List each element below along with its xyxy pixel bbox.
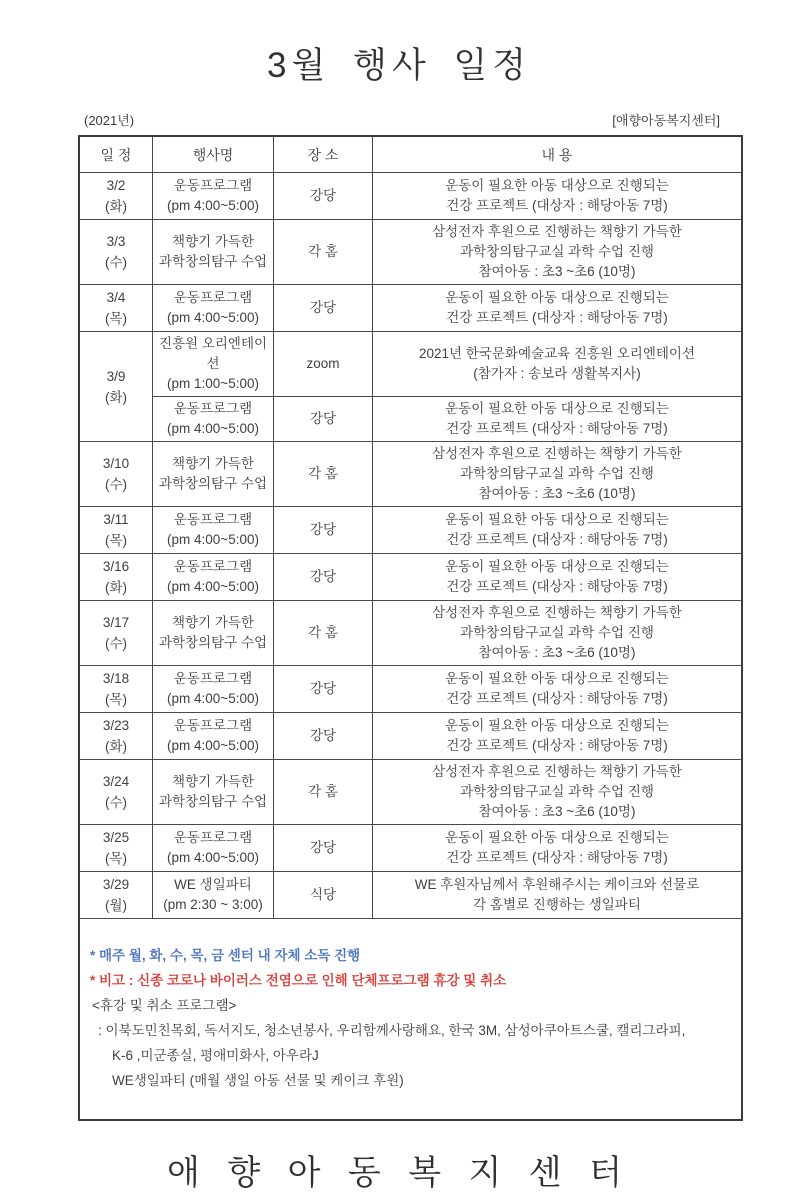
content-cell [373,173,743,220]
content-line: 운동이 필요한 아동 대상으로 진행되는 [445,512,669,527]
event-name-line: (pm 4:00~5:00) [167,198,259,213]
content-line: 삼성전자 후원으로 진행하는 책향기 가득한 [432,605,682,620]
content-line: 참여아동 : 초3 ~초6 (10명) [478,804,636,819]
event-name-line: (pm 4:00~5:00) [167,421,259,436]
date-line: 3/10 [102,456,130,471]
content-cell [373,825,743,872]
date-cell [79,601,153,666]
note-cancelled-line: WE생일파티 (매월 생일 아동 선물 및 케이크 후원) [112,1073,404,1088]
event-name-line: 운동프로그램 [173,671,253,686]
event-name-cell [153,825,274,872]
schedule-row [79,173,742,220]
event-name-line: 운동프로그램 [173,178,253,193]
place-value: 강당 [309,840,337,855]
content-cell [373,554,743,601]
content-cell [373,713,743,760]
place-value: 강당 [309,188,337,203]
content-line: 운동이 필요한 아동 대상으로 진행되는 [445,290,669,305]
place-value: 각 홈 [308,784,338,799]
event-name-line: WE 생일파티 [174,877,252,892]
content-line: 운동이 필요한 아동 대상으로 진행되는 [445,718,669,733]
table-body [79,173,742,919]
schedule-row [79,872,742,919]
place-cell [274,666,373,713]
event-name-line: (pm 4:00~5:00) [167,691,259,706]
date-line: 3/29 [102,877,130,892]
event-name-line: 운동프로그램 [173,718,253,733]
content-cell [373,760,743,825]
event-name-cell [153,760,274,825]
date-cell [79,442,153,507]
content-line: (참가자 : 송보라 생활복지사) [473,366,641,381]
date-line: (화) [104,389,128,405]
event-name-line: (pm 4:00~5:00) [167,850,259,865]
place-value: 각 홈 [308,466,338,481]
header-place: 장 소 [274,136,373,173]
content-cell [373,507,743,554]
event-name-line: 책향기 가득한 [172,615,254,630]
schedule-row [79,760,742,825]
content-line: 건강 프로젝트 (대상자 : 해당아동 7명) [446,532,668,547]
content-line: 건강 프로젝트 (대상자 : 해당아동 7명) [446,310,668,325]
place-cell [274,825,373,872]
schedule-row [79,442,742,507]
year-label: (2021년) [84,113,135,128]
note-covid-notice: * 비고 : 신종 코로나 바이러스 전염으로 인해 단체프로그램 휴강 및 취소 [90,973,507,988]
date-line: 3/16 [102,559,130,574]
place-cell [274,760,373,825]
page-title: 3월 행사 일정 [267,46,531,85]
event-name-line: 책향기 가득한 [172,234,254,249]
subheader [78,110,720,129]
event-name-line: (pm 1:00~5:00) [167,376,259,391]
content-cell [373,601,743,666]
content-line: 2021년 한국문화예술교육 진흥원 오리엔테이션 [418,346,696,361]
place-value: 강당 [309,411,337,426]
event-name-line: (pm 4:00~5:00) [167,310,259,325]
event-name-line: 운동프로그램 [173,559,253,574]
header-content: 내 용 [373,136,743,173]
event-name-cell [153,332,274,397]
note-cancelled-line: : 이북도민친목회, 독서지도, 청소년봉사, 우리함께사랑해요, 한국 3M, 삼성아쿠아트스쿨, 캘리그라피, [98,1023,686,1038]
date-cell [79,713,153,760]
event-name-cell [153,442,274,507]
schedule-row [79,397,742,442]
event-name-line: 진흥원 오리엔테이션 [158,336,268,371]
event-name-cell [153,666,274,713]
event-name-line: 과학창의탐구 수업 [158,476,268,491]
note-cancelled-line: K-6 ,미군종실, 평애미화사, 아우라J [112,1048,319,1063]
date-cell [79,554,153,601]
content-line: 운동이 필요한 아동 대상으로 진행되는 [445,559,669,574]
content-line: 운동이 필요한 아동 대상으로 진행되는 [445,671,669,686]
org-label: [애향아동복지센터] [612,113,720,128]
content-cell [373,285,743,332]
event-name-line: (pm 4:00~5:00) [167,738,259,753]
date-cell [79,285,153,332]
content-line: 건강 프로젝트 (대상자 : 해당아동 7명) [446,850,668,865]
place-cell [274,507,373,554]
event-name-cell [153,397,274,442]
place-value: zoom [306,356,340,371]
place-cell [274,442,373,507]
event-name-line: 과학창의탐구 수업 [158,254,268,269]
date-line: (월) [104,898,128,913]
date-line: (화) [104,580,128,595]
notes-row [79,919,742,1121]
place-value: 강당 [309,681,337,696]
content-cell [373,332,743,397]
place-value: 강당 [309,728,337,743]
event-name-line: 책향기 가득한 [172,456,254,471]
event-name-cell [153,713,274,760]
event-name-line: 과학창의탐구 수업 [158,794,268,809]
content-line: 건강 프로젝트 (대상자 : 해당아동 7명) [446,421,668,436]
content-line: 참여아동 : 초3 ~초6 (10명) [478,264,636,279]
content-line: 삼성전자 후원으로 진행하는 책향기 가득한 [432,764,682,779]
content-line: 과학창의탐구교실 과학 수업 진행 [460,466,654,481]
date-line: 3/17 [102,615,130,630]
event-name-line: 운동프로그램 [173,512,253,527]
content-line: 건강 프로젝트 (대상자 : 해당아동 7명) [446,579,668,594]
date-cell [79,825,153,872]
content-line: 건강 프로젝트 (대상자 : 해당아동 7명) [446,691,668,706]
content-line: 과학창의탐구교실 과학 수업 진행 [460,244,654,259]
content-cell [373,220,743,285]
notes-cell [79,919,742,1121]
content-cell [373,397,743,442]
event-name-line: 책향기 가득한 [172,774,254,789]
date-cell [79,332,153,442]
place-value: 강당 [309,522,337,537]
event-name-cell [153,601,274,666]
place-cell [274,285,373,332]
event-name-cell [153,507,274,554]
place-value: 식당 [309,887,337,902]
place-cell [274,397,373,442]
date-line: (수) [104,795,128,810]
event-name-cell [153,173,274,220]
schedule-table [78,135,743,1121]
content-line: 각 홈별로 진행하는 생일파티 [473,897,641,912]
content-line: WE 후원자님께서 후원해주시는 케이크와 선물로 [414,877,700,892]
footer-org-name: 애 향 아 동 복 지 센 터 [167,1154,631,1192]
date-line: 3/24 [102,774,130,789]
date-line: 3/25 [102,830,130,845]
date-line: (수) [104,477,128,492]
schedule-row [79,554,742,601]
date-line: (목) [104,851,128,866]
date-line: (목) [104,533,128,548]
header-date: 일 정 [79,136,153,173]
event-name-line: 운동프로그램 [173,401,253,416]
date-line: 3/2 [106,178,126,193]
schedule-row [79,285,742,332]
table-header [79,136,742,173]
date-line: (화) [104,199,128,214]
content-line: 운동이 필요한 아동 대상으로 진행되는 [445,830,669,845]
content-cell [373,872,743,919]
notes-section [79,919,742,1121]
content-cell [373,666,743,713]
note-cancelled-heading: <휴강 및 취소 프로그램> [92,998,237,1013]
content-cell [373,442,743,507]
place-value: 각 홈 [308,625,338,640]
event-name-cell [153,554,274,601]
date-cell [79,507,153,554]
event-name-line: 운동프로그램 [173,830,253,845]
place-cell [274,554,373,601]
date-line: 3/11 [103,512,129,527]
place-cell [274,601,373,666]
place-value: 강당 [309,569,337,584]
content-line: 운동이 필요한 아동 대상으로 진행되는 [445,401,669,416]
event-name-cell [153,285,274,332]
date-line: 3/4 [106,290,126,305]
place-cell [274,220,373,285]
note-weekly-disinfection: * 매주 월, 화, 수, 목, 금 센터 내 자체 소독 진행 [90,948,361,963]
content-line: 삼성전자 후원으로 진행하는 책향기 가득한 [432,446,682,461]
date-cell [79,872,153,919]
place-cell [274,173,373,220]
place-cell [274,872,373,919]
content-line: 건강 프로젝트 (대상자 : 해당아동 7명) [446,198,668,213]
schedule-row [79,332,742,397]
schedule-row [79,601,742,666]
place-value: 각 홈 [308,244,338,259]
header-event: 행사명 [153,136,274,173]
content-line: 운동이 필요한 아동 대상으로 진행되는 [445,178,669,193]
content-line: 과학창의탐구교실 과학 수업 진행 [460,784,654,799]
date-line: 3/18 [102,671,130,686]
place-cell [274,713,373,760]
date-line: 3/23 [102,718,130,733]
date-line: (화) [104,739,128,754]
schedule-row [79,220,742,285]
event-name-cell [153,872,274,919]
date-cell [79,220,153,285]
date-line: 3/9 [106,368,126,384]
date-line: 3/3 [106,234,126,249]
event-name-line: (pm 4:00~5:00) [167,532,259,547]
content-line: 참여아동 : 초3 ~초6 (10명) [478,645,636,660]
date-line: (목) [104,311,128,326]
content-line: 참여아동 : 초3 ~초6 (10명) [478,486,636,501]
date-cell [79,760,153,825]
event-name-line: (pm 4:00~5:00) [167,579,259,594]
date-line: (목) [104,692,128,707]
date-line: (수) [104,636,128,651]
date-cell [79,173,153,220]
place-cell [274,332,373,397]
content-line: 삼성전자 후원으로 진행하는 책향기 가득한 [432,224,682,239]
place-value: 강당 [309,300,337,315]
event-name-line: 운동프로그램 [173,290,253,305]
schedule-row [79,713,742,760]
schedule-row [79,666,742,713]
header-row [79,136,742,173]
schedule-row [79,825,742,872]
schedule-row [79,507,742,554]
content-line: 과학창의탐구교실 과학 수업 진행 [460,625,654,640]
event-name-cell [153,220,274,285]
event-name-line: (pm 2:30 ~ 3:00) [163,897,263,912]
content-line: 건강 프로젝트 (대상자 : 해당아동 7명) [446,738,668,753]
event-name-line: 과학창의탐구 수업 [158,635,268,650]
date-cell [79,666,153,713]
date-line: (수) [104,255,128,270]
